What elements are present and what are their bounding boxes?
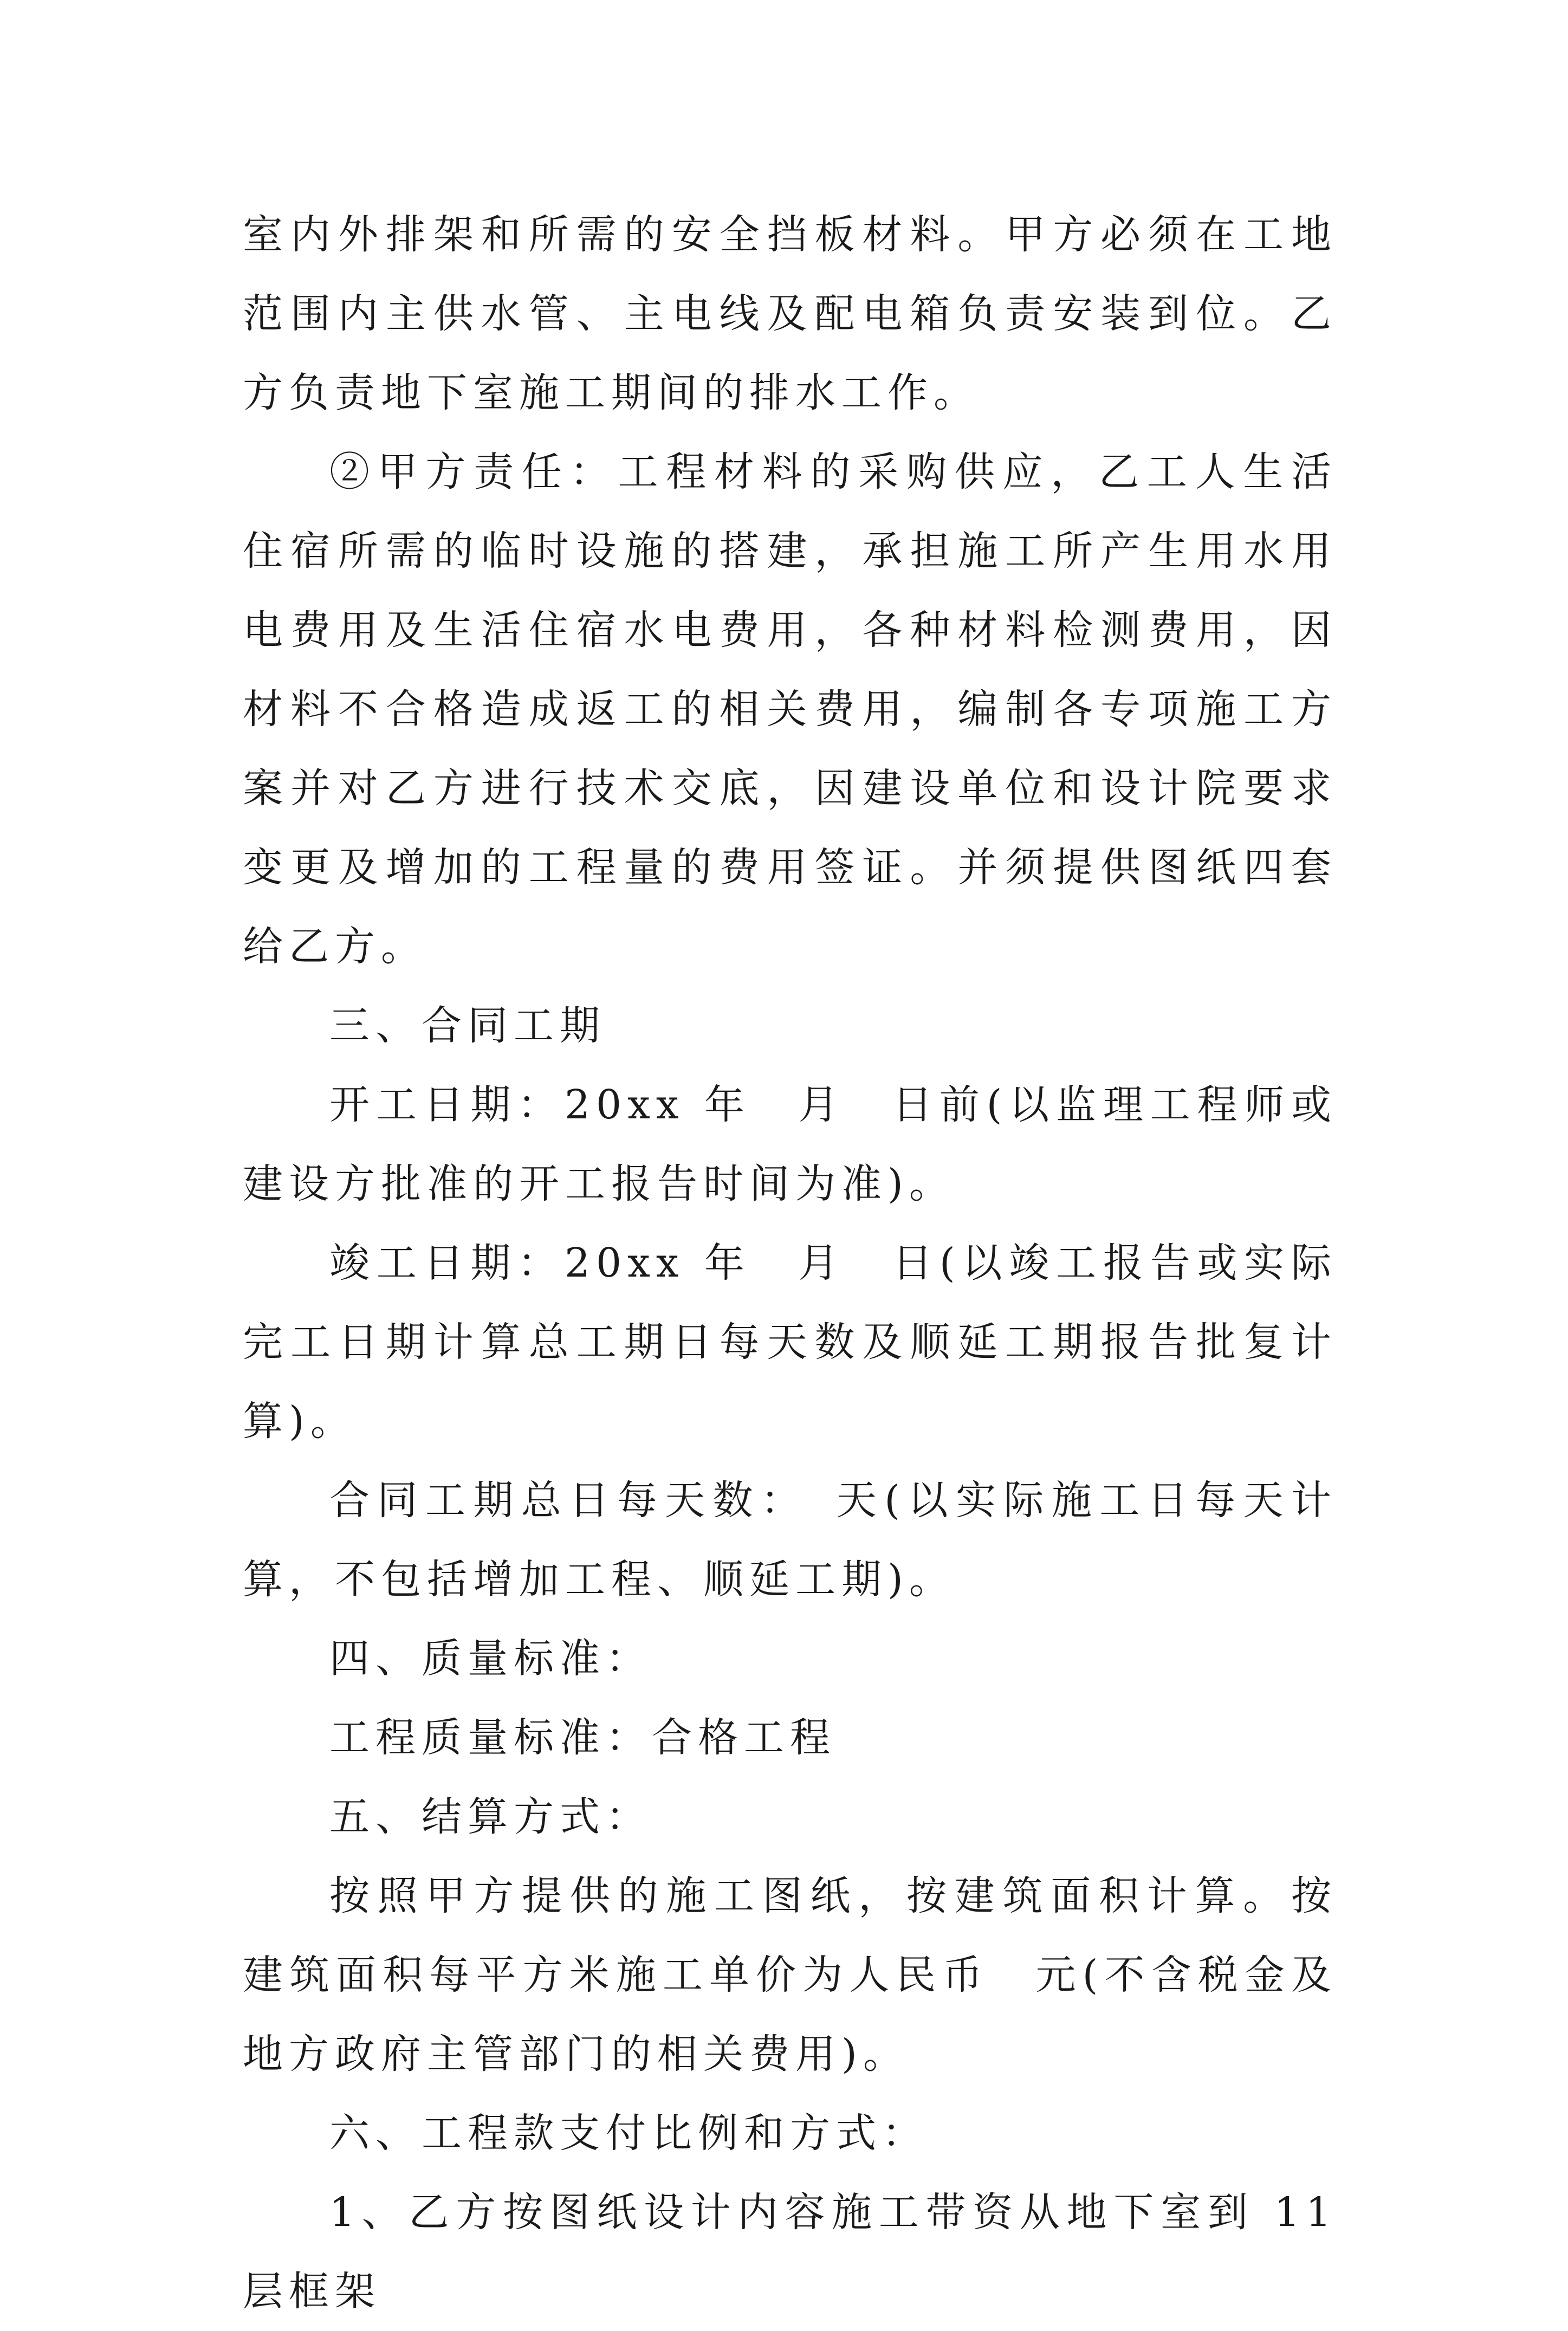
paragraph-party-a-responsibility: ②甲方责任：工程材料的采购供应，乙工人生活住宿所需的临时设施的搭建，承担施工所产生用水用电费用及生活住宿水电费用，各种材料检测费用，因材料不合格造成返工的相关费用，编制各专项施工方案并对乙方进行技术交底，因建设单位和设计院要求变更及增加的工程量的费用签证。并须提供图纸四套给乙方。 bbox=[243, 449, 1337, 970]
paragraph-quality-standard: 工程质量标准：合格工程 bbox=[329, 1714, 836, 1761]
section-heading-settlement: 五、结算方式： bbox=[329, 1793, 652, 1840]
paragraph-settlement-method: 按照甲方提供的施工图纸，按建筑面积计算。按建筑面积每平方米施工单价为人民币 元(不含税金及地方政府主管部门的相关费用)。 bbox=[243, 1873, 1337, 2077]
paragraph-completion-date: 竣工日期：20xx 年 月 日(以竣工报告或实际完工日期计算总工期日每天数及顺延工期报告批复计算)。 bbox=[243, 1240, 1337, 1445]
paragraph-materials-continued: 室内外排架和所需的安全挡板材料。甲方必须在工地范围内主供水管、主电线及配电箱负责安装到位。乙方负责地下室施工期间的排水工作。 bbox=[243, 211, 1337, 416]
section-heading-contract-period: 三、合同工期 bbox=[329, 1002, 606, 1049]
paragraph-start-date: 开工日期：20xx 年 月 日前(以监理工程师或建设方批准的开工报告时间为准)。 bbox=[243, 1082, 1337, 1207]
paragraph-payment-item-1: 1、乙方按图纸设计内容施工带资从地下室到 11 层框架 bbox=[243, 2189, 1337, 2315]
document-body bbox=[243, 195, 1337, 2331]
section-heading-quality-standard: 四、质量标准： bbox=[329, 1635, 652, 1682]
paragraph-total-days: 合同工期总日每天数： 天(以实际施工日每天计算，不包括增加工程、顺延工期)。 bbox=[243, 1477, 1337, 1603]
section-heading-payment: 六、工程款支付比例和方式： bbox=[329, 2110, 928, 2157]
